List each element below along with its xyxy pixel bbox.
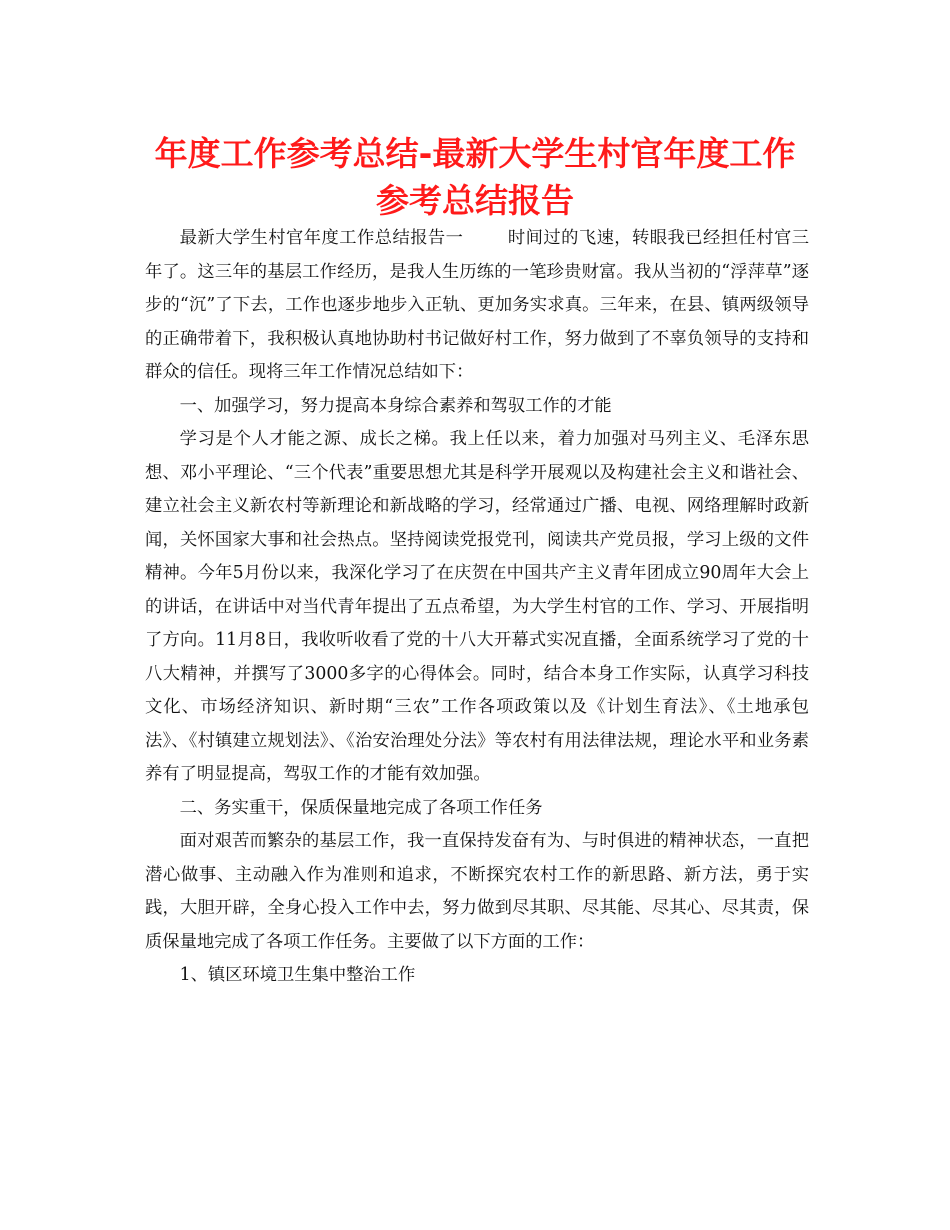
document-body	[145, 222, 809, 993]
paragraph-text: 时间过的飞速，转眼我已经担任村官三年了。这三年的基层工作经历，是我人生历练的一笔珍贵财富。我从当初的“浮萍草”逐步的“沉”了下去，工作也逐步地步入正轨、更加务实求真。三年来，在县、镇两级领导的正确带着下，我积极认真地协助村书记做好村工作，努力做到了不辜负领导的支持和群众的信任。现将三年工作情况总结如下：	[145, 228, 809, 382]
paragraph-intro	[145, 222, 809, 390]
subsection-heading-1: 1、镇区环境卫生集中整治工作	[179, 965, 416, 985]
document-title: 年度工作参考总结-最新大学生村官年度工作参考总结报告	[154, 134, 796, 220]
section-heading-1: 一、加强学习，努力提高本身综合素养和驾驭工作的才能	[179, 395, 612, 416]
report-lead: 最新大学生村官年度工作总结报告一	[179, 228, 464, 248]
paragraph-work: 面对艰苦而繁杂的基层工作，我一直保持发奋有为、与时俱进的精神状态，一直把潜心做事、主动融入作为准则和追求，不断探究农村工作的新思路、新方法，勇于实践，大胆开辟，全身心投入工作中去，努力做到尽其职、尽其能、尽其心、尽其责，保质保量地完成了各项工作任务。主要做了以下方面的工作：	[145, 831, 809, 952]
section-heading-2: 二、务实重干，保质保量地完成了各项工作任务	[179, 797, 543, 818]
paragraph-study: 学习是个人才能之源、成长之梯。我上任以来，着力加强对马列主义、毛泽东思想、邓小平理论、“三个代表”重要思想尤其是科学开展观以及构建社会主义和谐社会、建立社会主义新农村等新理论和新战略的学习，经常通过广播、电视、网络理解时政新闻，关怀国家大事和社会热点。坚持阅读党报党刊，阅读共产党员报，学习上级的文件精神。今年5月份以来，我深化学习了在庆贺在中国共产主义青年团成立90周年大会上的讲话，在讲话中对当代青年提出了五点希望，为大学生村官的工作、学习、开展指明了方向。11月8日，我收听收看了党的十八大开幕式实况直播，全面系统学习了党的十八大精神，并撰写了3000多字的心得体会。同时，结合本身工作实际，认真学习科技文化、市场经济知识、新时期“三农”工作各项政策以及《计划生育法》、《土地承包法》、《村镇建立规划法》、《治安治理处分法》等农村有用法律法规，理论水平和业务素养有了明显提高，驾驭工作的才能有效加强。	[145, 429, 809, 784]
